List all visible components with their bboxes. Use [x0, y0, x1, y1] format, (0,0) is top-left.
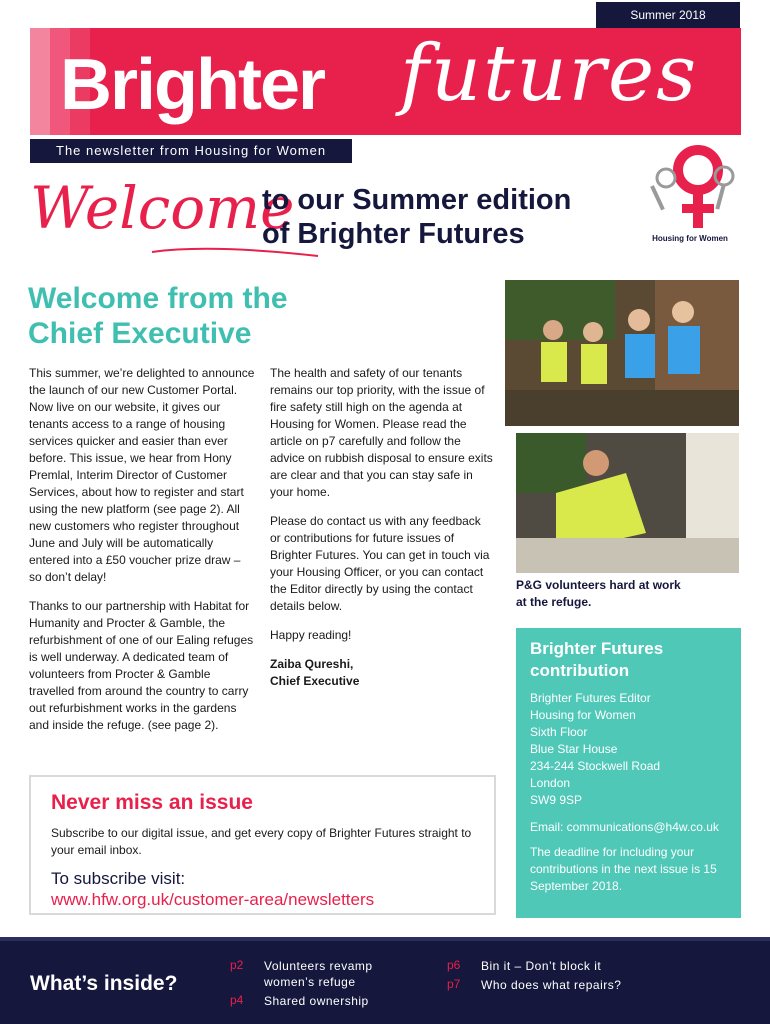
toc-item-title[interactable]: Shared ownership — [264, 994, 369, 1008]
masthead-stripe — [30, 28, 50, 135]
welcome-headline-line2: of Brighter Futures — [262, 218, 525, 250]
welcome-headline-line1: to our Summer edition — [262, 184, 572, 216]
chief-exec-heading-line1: Welcome from the — [28, 282, 288, 315]
address-line: Sixth Floor — [530, 725, 588, 739]
address-line: 234-244 Stockwell Road — [530, 759, 661, 773]
article-column-1 — [29, 365, 255, 746]
article-paragraph: Thanks to our partnership with Habitat for Humanity and Procter & Gamble, the refurbishment of one of our Ealing refuges is well underway. A dedicated team of volunteers from Procter & Gamble travelled from around the country to carry out refurbishment works in the gardens and inside the refuge. (see page 2). — [29, 599, 254, 732]
logo-caption: Housing for Women — [652, 234, 728, 243]
contribution-email[interactable]: Email: communications@h4w.co.uk — [530, 820, 719, 834]
contribution-heading-line1: Brighter Futures — [530, 639, 664, 658]
masthead-tagline: The newsletter from Housing for Women — [30, 139, 352, 163]
edition-badge: Summer 2018 — [596, 2, 740, 28]
contribution-heading — [530, 638, 727, 682]
toc-page: p2 — [230, 958, 244, 972]
address-line: SW9 9SP — [530, 793, 583, 807]
welcome-script: Welcome — [30, 174, 295, 242]
signature-name: Zaiba Qureshi, — [270, 657, 354, 671]
address-line: London — [530, 776, 571, 790]
photo-caption — [516, 577, 716, 611]
contribution-heading-line2: contribution — [530, 661, 630, 680]
whats-inside-heading: What’s inside? — [30, 972, 178, 995]
toc-page: p6 — [447, 958, 461, 972]
toc-item-title-line1: Volunteers revamp — [264, 959, 373, 973]
volunteer-working-photo — [516, 433, 739, 573]
toc-item-title[interactable]: Bin it – Don’t block it — [481, 959, 602, 973]
photo-caption-line2: at the refuge. — [516, 595, 592, 609]
toc-item-title-line2: women’s refuge — [264, 975, 356, 989]
address-line: Blue Star House — [530, 742, 618, 756]
toc-item-title[interactable] — [264, 958, 373, 990]
article-paragraph: This summer, we’re delighted to announce the launch of our new Customer Portal. Now live on our website, it gives our tenants access to a range of housing services quicker and easier than ever before. This issue, we hear from Hony Premlal, Interim Director of Customer Services, about how to register and start using the new platform (see page 2). All new customers who register throughout June and July will be automatically entered into a £50 voucher prize draw – so don’t delay! — [29, 366, 255, 584]
subscribe-heading: Never miss an issue — [51, 791, 253, 814]
contribution-address — [530, 690, 727, 809]
article-column-2 — [270, 365, 494, 690]
contribution-deadline: The deadline for including your contributions in the next issue is 15 September 2018. — [530, 845, 717, 893]
article-paragraph: Happy reading! — [270, 628, 352, 642]
welcome-headline — [262, 183, 602, 251]
volunteers-group-photo — [505, 280, 739, 426]
toc-item-title[interactable]: Who does what repairs? — [481, 978, 622, 992]
signature-title: Chief Executive — [270, 674, 360, 688]
address-line: Housing for Women — [530, 708, 636, 722]
contribution-box — [516, 628, 741, 918]
subscribe-visit-label: To subscribe visit: — [51, 869, 186, 888]
subscribe-box — [29, 775, 496, 915]
masthead-script-title: futures — [400, 29, 699, 119]
photo-caption-line1: P&G volunteers hard at work — [516, 578, 681, 592]
chief-exec-heading — [28, 281, 348, 351]
address-line: Brighter Futures Editor — [530, 691, 651, 705]
article-paragraph: The health and safety of our tenants remains our top priority, with the issue of fire safety still high on the agenda at Housing for Women. Please read the article on p7 carefully and follow the advice on rubbish disposal to ensure exits are clear and that you can stay safe in your home. — [270, 366, 493, 499]
keys-female-symbol-icon — [640, 140, 740, 235]
subscribe-text: Subscribe to our digital issue, and get every copy of Brighter Futures straight to your email inbox. — [51, 826, 472, 857]
footer-divider — [0, 937, 770, 941]
article-paragraph: Please do contact us with any feedback or contributions for future issues of Brighter Futures. You can get in touch via your Housing Officer, or you can contact the Editor directly by using the contact details below. — [270, 514, 490, 613]
subscribe-link[interactable]: www.hfw.org.uk/customer-area/newsletters — [51, 890, 375, 909]
masthead-title: Brighter — [60, 45, 325, 125]
toc-page: p7 — [447, 977, 461, 991]
chief-exec-heading-line2: Chief Executive — [28, 317, 252, 350]
toc-page: p4 — [230, 993, 244, 1007]
